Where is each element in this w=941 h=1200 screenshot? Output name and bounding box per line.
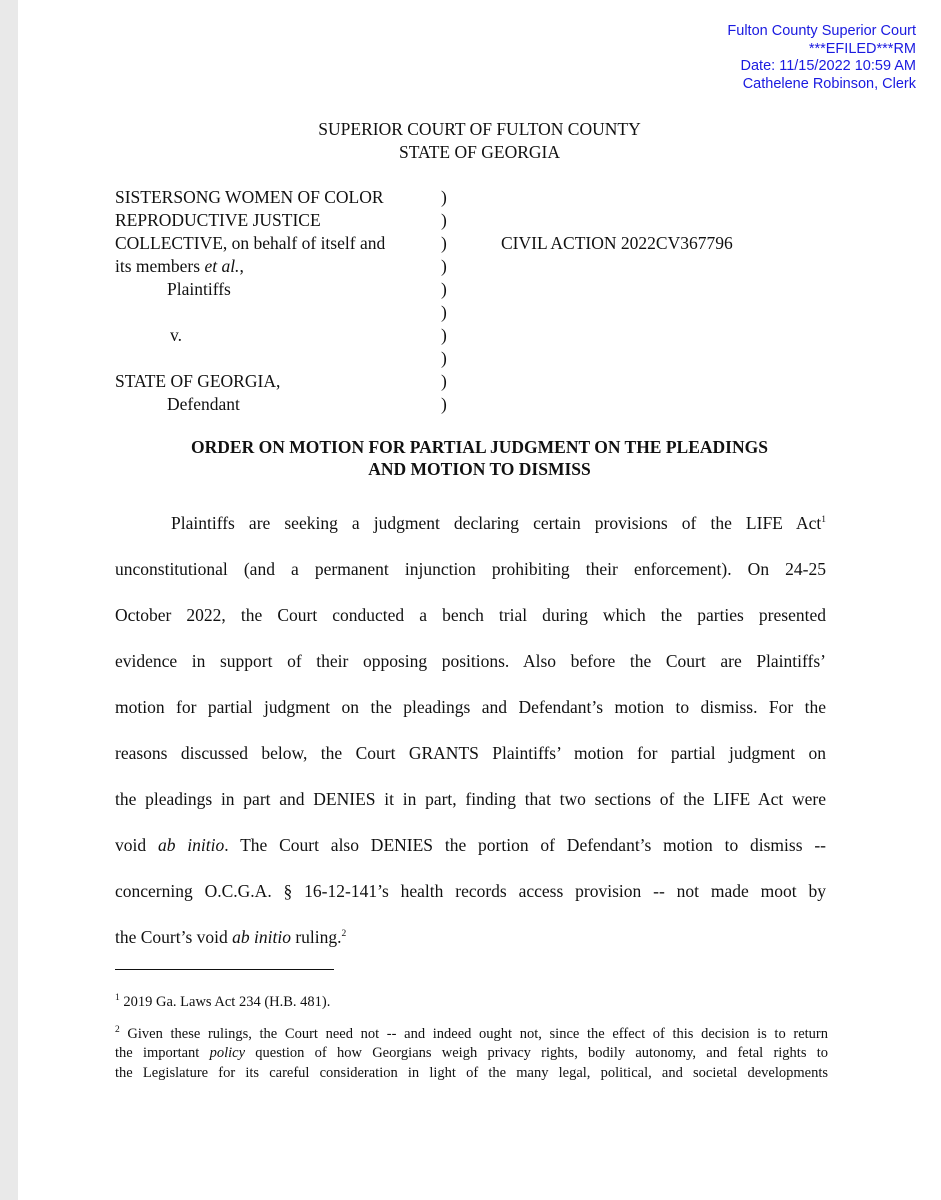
stamp-line-date: Date: 11/15/2022 10:59 AM [740, 58, 916, 74]
plaintiff-line: COLLECTIVE, on behalf of itself and [115, 233, 386, 253]
versus: v. [170, 325, 182, 345]
footnote-1: $^1$ 2019 Ga. Laws Act 234 (H.B. 481). [115, 993, 331, 1010]
body-line: concerning O.C.G.A. § 16-12-141’s health records access provision -- not made moot by [115, 881, 826, 901]
footnote-divider [115, 969, 334, 970]
caption-parentheses [441, 186, 453, 416]
body-line: the Court’s void ab initio ruling.$^2$ [115, 927, 347, 947]
court-name: SUPERIOR COURT OF FULTON COUNTY [318, 119, 641, 139]
paren: ) [441, 371, 447, 391]
plaintiff-line: REPRODUCTIVE JUSTICE [115, 210, 321, 230]
plaintiffs-label: Plaintiffs [167, 279, 231, 299]
court-header [18, 118, 941, 164]
defendant-name: STATE OF GEORGIA, [115, 371, 281, 391]
stamp-line-clerk: Cathelene Robinson, Clerk [742, 75, 916, 92]
body-line: the pleadings in part and DENIES it in part, finding that two sections of the LIFE Act were [115, 789, 826, 809]
footnotes [115, 993, 828, 1095]
body-line: evidence in support of their opposing positions. Also before the Court are Plaintiffs’ [115, 651, 826, 671]
body-line: October 2022, the Court conducted a bench trial during which the parties presented [115, 605, 826, 625]
order-title-line: ORDER ON MOTION FOR PARTIAL JUDGMENT ON THE PLEADINGS [191, 437, 768, 457]
footnote-ref-1: 1 [821, 515, 826, 526]
paren: ) [441, 256, 447, 276]
order-body [115, 500, 826, 960]
body-line: void ab initio. The Court also DENIES the portion of Defendant’s motion to dismiss -- [115, 835, 827, 855]
paren: ) [441, 348, 447, 368]
order-title [18, 436, 941, 480]
paren: ) [441, 210, 447, 230]
efiled-stamp [727, 23, 916, 93]
document-page [18, 0, 941, 1200]
case-caption [115, 186, 445, 416]
body-line: motion for partial judgment on the pleadings and Defendant’s motion to dismiss. For the [115, 697, 826, 717]
paren: ) [441, 325, 447, 345]
paren: ) [441, 302, 447, 322]
paren: ) [441, 233, 447, 253]
paren: ) [441, 279, 447, 299]
et-al: et al. [204, 256, 240, 276]
body-line: unconstitutional (and a permanent injunction prohibiting their enforcement). On 24-25 [115, 559, 826, 579]
defendant-label: Defendant [167, 394, 240, 414]
footnote-2: $^2$ Given these rulings, the Court need not -- and indeed ought not, since the effect of this decision is to return the important policy question of how Georgians weigh privacy rights, bodily autonomy, and fetal rights to the Legislature for its careful consideration in light of the many legal, political, and societal developments [115, 1024, 829, 1081]
body-line: Plaintiffs are seeking a judgment declaring certain provisions of the LIFE Act$^1$ [171, 513, 826, 533]
plaintiff-line: its members et al., [115, 256, 244, 276]
footnote-ref-2: 2 [341, 929, 347, 940]
court-state: STATE OF GEORGIA [399, 142, 560, 162]
body-line: reasons discussed below, the Court GRANTS Plaintiffs’ motion for partial judgment on [115, 743, 826, 763]
order-title-line: AND MOTION TO DISMISS [368, 459, 591, 479]
paren: ) [441, 187, 447, 207]
stamp-line-efiled: ***EFILED***RM [808, 40, 916, 57]
stamp-line-court: Fulton County Superior Court [727, 23, 916, 39]
paren: ) [441, 394, 447, 414]
civil-action-number: CIVIL ACTION 2022CV367796 [501, 233, 733, 253]
plaintiff-line: SISTERSONG WOMEN OF COLOR [115, 187, 384, 207]
